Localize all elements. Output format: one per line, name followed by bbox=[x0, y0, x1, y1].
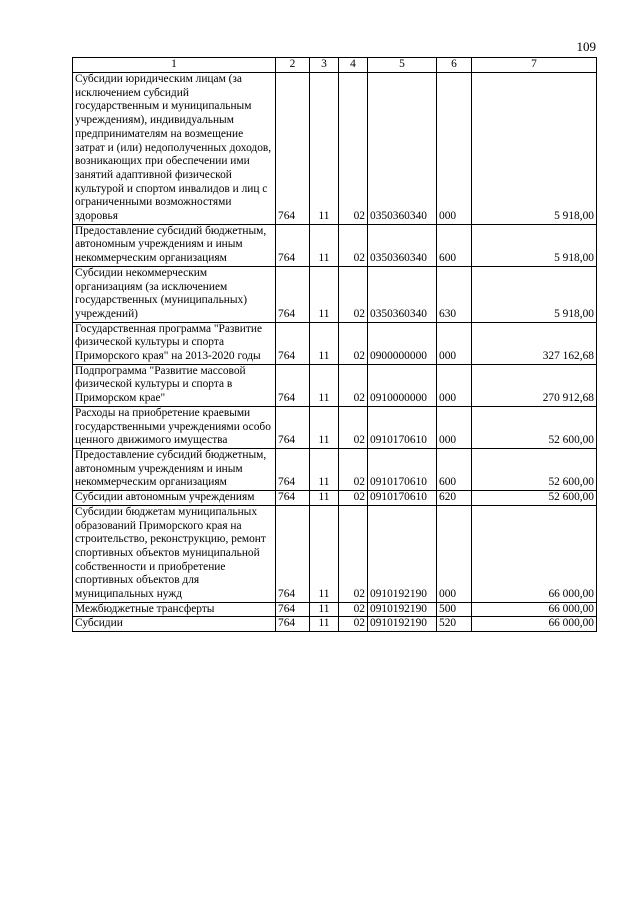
cell-department: 764 bbox=[276, 364, 310, 406]
cell-expense-type: 600 bbox=[437, 224, 472, 266]
page-number: 109 bbox=[576, 39, 596, 54]
table-row bbox=[73, 617, 597, 632]
column-header: 5 bbox=[368, 58, 437, 73]
cell-expense-type: 000 bbox=[437, 322, 472, 364]
cell-department: 764 bbox=[276, 617, 310, 632]
cell-expense-type: 620 bbox=[437, 491, 472, 506]
cell-section: 11 bbox=[310, 448, 339, 490]
cell-expense-type: 520 bbox=[437, 617, 472, 632]
table-row bbox=[73, 491, 597, 506]
cell-subsection: 02 bbox=[339, 491, 368, 506]
row-name: Подпрограмма "Развитие массовой физической культуры и спорта в Приморском крае" bbox=[73, 364, 276, 406]
cell-target-article: 0910192190 bbox=[368, 617, 437, 632]
cell-amount: 5 918,00 bbox=[472, 224, 597, 266]
cell-subsection: 02 bbox=[339, 364, 368, 406]
cell-target-article: 0350360340 bbox=[368, 73, 437, 225]
table-row bbox=[73, 602, 597, 617]
cell-department: 764 bbox=[276, 73, 310, 225]
column-header: 4 bbox=[339, 58, 368, 73]
cell-subsection: 02 bbox=[339, 406, 368, 448]
cell-target-article: 0910192190 bbox=[368, 505, 437, 602]
cell-expense-type: 000 bbox=[437, 505, 472, 602]
cell-subsection: 02 bbox=[339, 448, 368, 490]
cell-amount: 52 600,00 bbox=[472, 491, 597, 506]
cell-target-article: 0910170610 bbox=[368, 406, 437, 448]
table-row bbox=[73, 406, 597, 448]
row-name: Субсидии бюджетам муниципальных образований Приморского края на строительство, реконструкцию, ремонт спортивных объектов муниципальной собственности и приобретение спортивных объектов для муниципальных нужд bbox=[73, 505, 276, 602]
cell-section: 11 bbox=[310, 406, 339, 448]
header-row bbox=[73, 58, 597, 73]
cell-target-article: 0910170610 bbox=[368, 448, 437, 490]
cell-section: 11 bbox=[310, 364, 339, 406]
cell-expense-type: 500 bbox=[437, 602, 472, 617]
cell-amount: 5 918,00 bbox=[472, 266, 597, 322]
cell-subsection: 02 bbox=[339, 266, 368, 322]
cell-department: 764 bbox=[276, 505, 310, 602]
row-name: Расходы на приобретение краевыми государственными учреждениями особо ценного движимого имущества bbox=[73, 406, 276, 448]
cell-expense-type: 000 bbox=[437, 406, 472, 448]
column-header: 2 bbox=[276, 58, 310, 73]
column-header: 3 bbox=[310, 58, 339, 73]
cell-department: 764 bbox=[276, 224, 310, 266]
cell-target-article: 0910170610 bbox=[368, 491, 437, 506]
cell-expense-type: 600 bbox=[437, 448, 472, 490]
cell-target-article: 0350360340 bbox=[368, 224, 437, 266]
cell-amount: 327 162,68 bbox=[472, 322, 597, 364]
budget-table bbox=[72, 57, 597, 632]
cell-expense-type: 000 bbox=[437, 73, 472, 225]
cell-subsection: 02 bbox=[339, 322, 368, 364]
cell-expense-type: 630 bbox=[437, 266, 472, 322]
cell-department: 764 bbox=[276, 491, 310, 506]
row-name: Субсидии некоммерческим организациям (за исключением государственных (муниципальных) учреждений) bbox=[73, 266, 276, 322]
cell-expense-type: 000 bbox=[437, 364, 472, 406]
cell-department: 764 bbox=[276, 448, 310, 490]
cell-section: 11 bbox=[310, 266, 339, 322]
table-row bbox=[73, 505, 597, 602]
cell-target-article: 0900000000 bbox=[368, 322, 437, 364]
table-row bbox=[73, 73, 597, 225]
cell-subsection: 02 bbox=[339, 602, 368, 617]
row-name: Субсидии юридическим лицам (за исключением субсидий государственным и муниципальным учреждениям), индивидуальным предпринимателям на возмещение затрат и (или) недополученных доходов, возникающих при обеспечении ими занятий адаптивной физической культурой и спортом инвалидов и лиц с ограниченными возможностями здоровья bbox=[73, 73, 276, 225]
cell-department: 764 bbox=[276, 406, 310, 448]
cell-amount: 66 000,00 bbox=[472, 505, 597, 602]
cell-subsection: 02 bbox=[339, 505, 368, 602]
row-name: Межбюджетные трансферты bbox=[73, 602, 276, 617]
row-name: Субсидии bbox=[73, 617, 276, 632]
cell-subsection: 02 bbox=[339, 224, 368, 266]
cell-subsection: 02 bbox=[339, 617, 368, 632]
row-name: Предоставление субсидий бюджетным, автономным учреждениям и иным некоммерческим организациям bbox=[73, 448, 276, 490]
cell-amount: 66 000,00 bbox=[472, 617, 597, 632]
cell-amount: 66 000,00 bbox=[472, 602, 597, 617]
cell-target-article: 0910192190 bbox=[368, 602, 437, 617]
column-header: 6 bbox=[437, 58, 472, 73]
cell-amount: 5 918,00 bbox=[472, 73, 597, 225]
cell-section: 11 bbox=[310, 224, 339, 266]
row-name: Государственная программа "Развитие физической культуры и спорта Приморского края" на 2013-2020 годы bbox=[73, 322, 276, 364]
column-header: 7 bbox=[472, 58, 597, 73]
table-row bbox=[73, 224, 597, 266]
table-row bbox=[73, 266, 597, 322]
cell-amount: 270 912,68 bbox=[472, 364, 597, 406]
row-name: Субсидии автономным учреждениям bbox=[73, 491, 276, 506]
cell-amount: 52 600,00 bbox=[472, 406, 597, 448]
table-row bbox=[73, 322, 597, 364]
cell-department: 764 bbox=[276, 266, 310, 322]
cell-section: 11 bbox=[310, 617, 339, 632]
cell-target-article: 0350360340 bbox=[368, 266, 437, 322]
column-header: 1 bbox=[73, 58, 276, 73]
cell-department: 764 bbox=[276, 322, 310, 364]
cell-section: 11 bbox=[310, 491, 339, 506]
cell-section: 11 bbox=[310, 505, 339, 602]
cell-department: 764 bbox=[276, 602, 310, 617]
cell-target-article: 0910000000 bbox=[368, 364, 437, 406]
table-row bbox=[73, 448, 597, 490]
cell-section: 11 bbox=[310, 602, 339, 617]
table-row bbox=[73, 364, 597, 406]
cell-section: 11 bbox=[310, 322, 339, 364]
cell-section: 11 bbox=[310, 73, 339, 225]
cell-amount: 52 600,00 bbox=[472, 448, 597, 490]
cell-subsection: 02 bbox=[339, 73, 368, 225]
row-name: Предоставление субсидий бюджетным, автономным учреждениям и иным некоммерческим организациям bbox=[73, 224, 276, 266]
